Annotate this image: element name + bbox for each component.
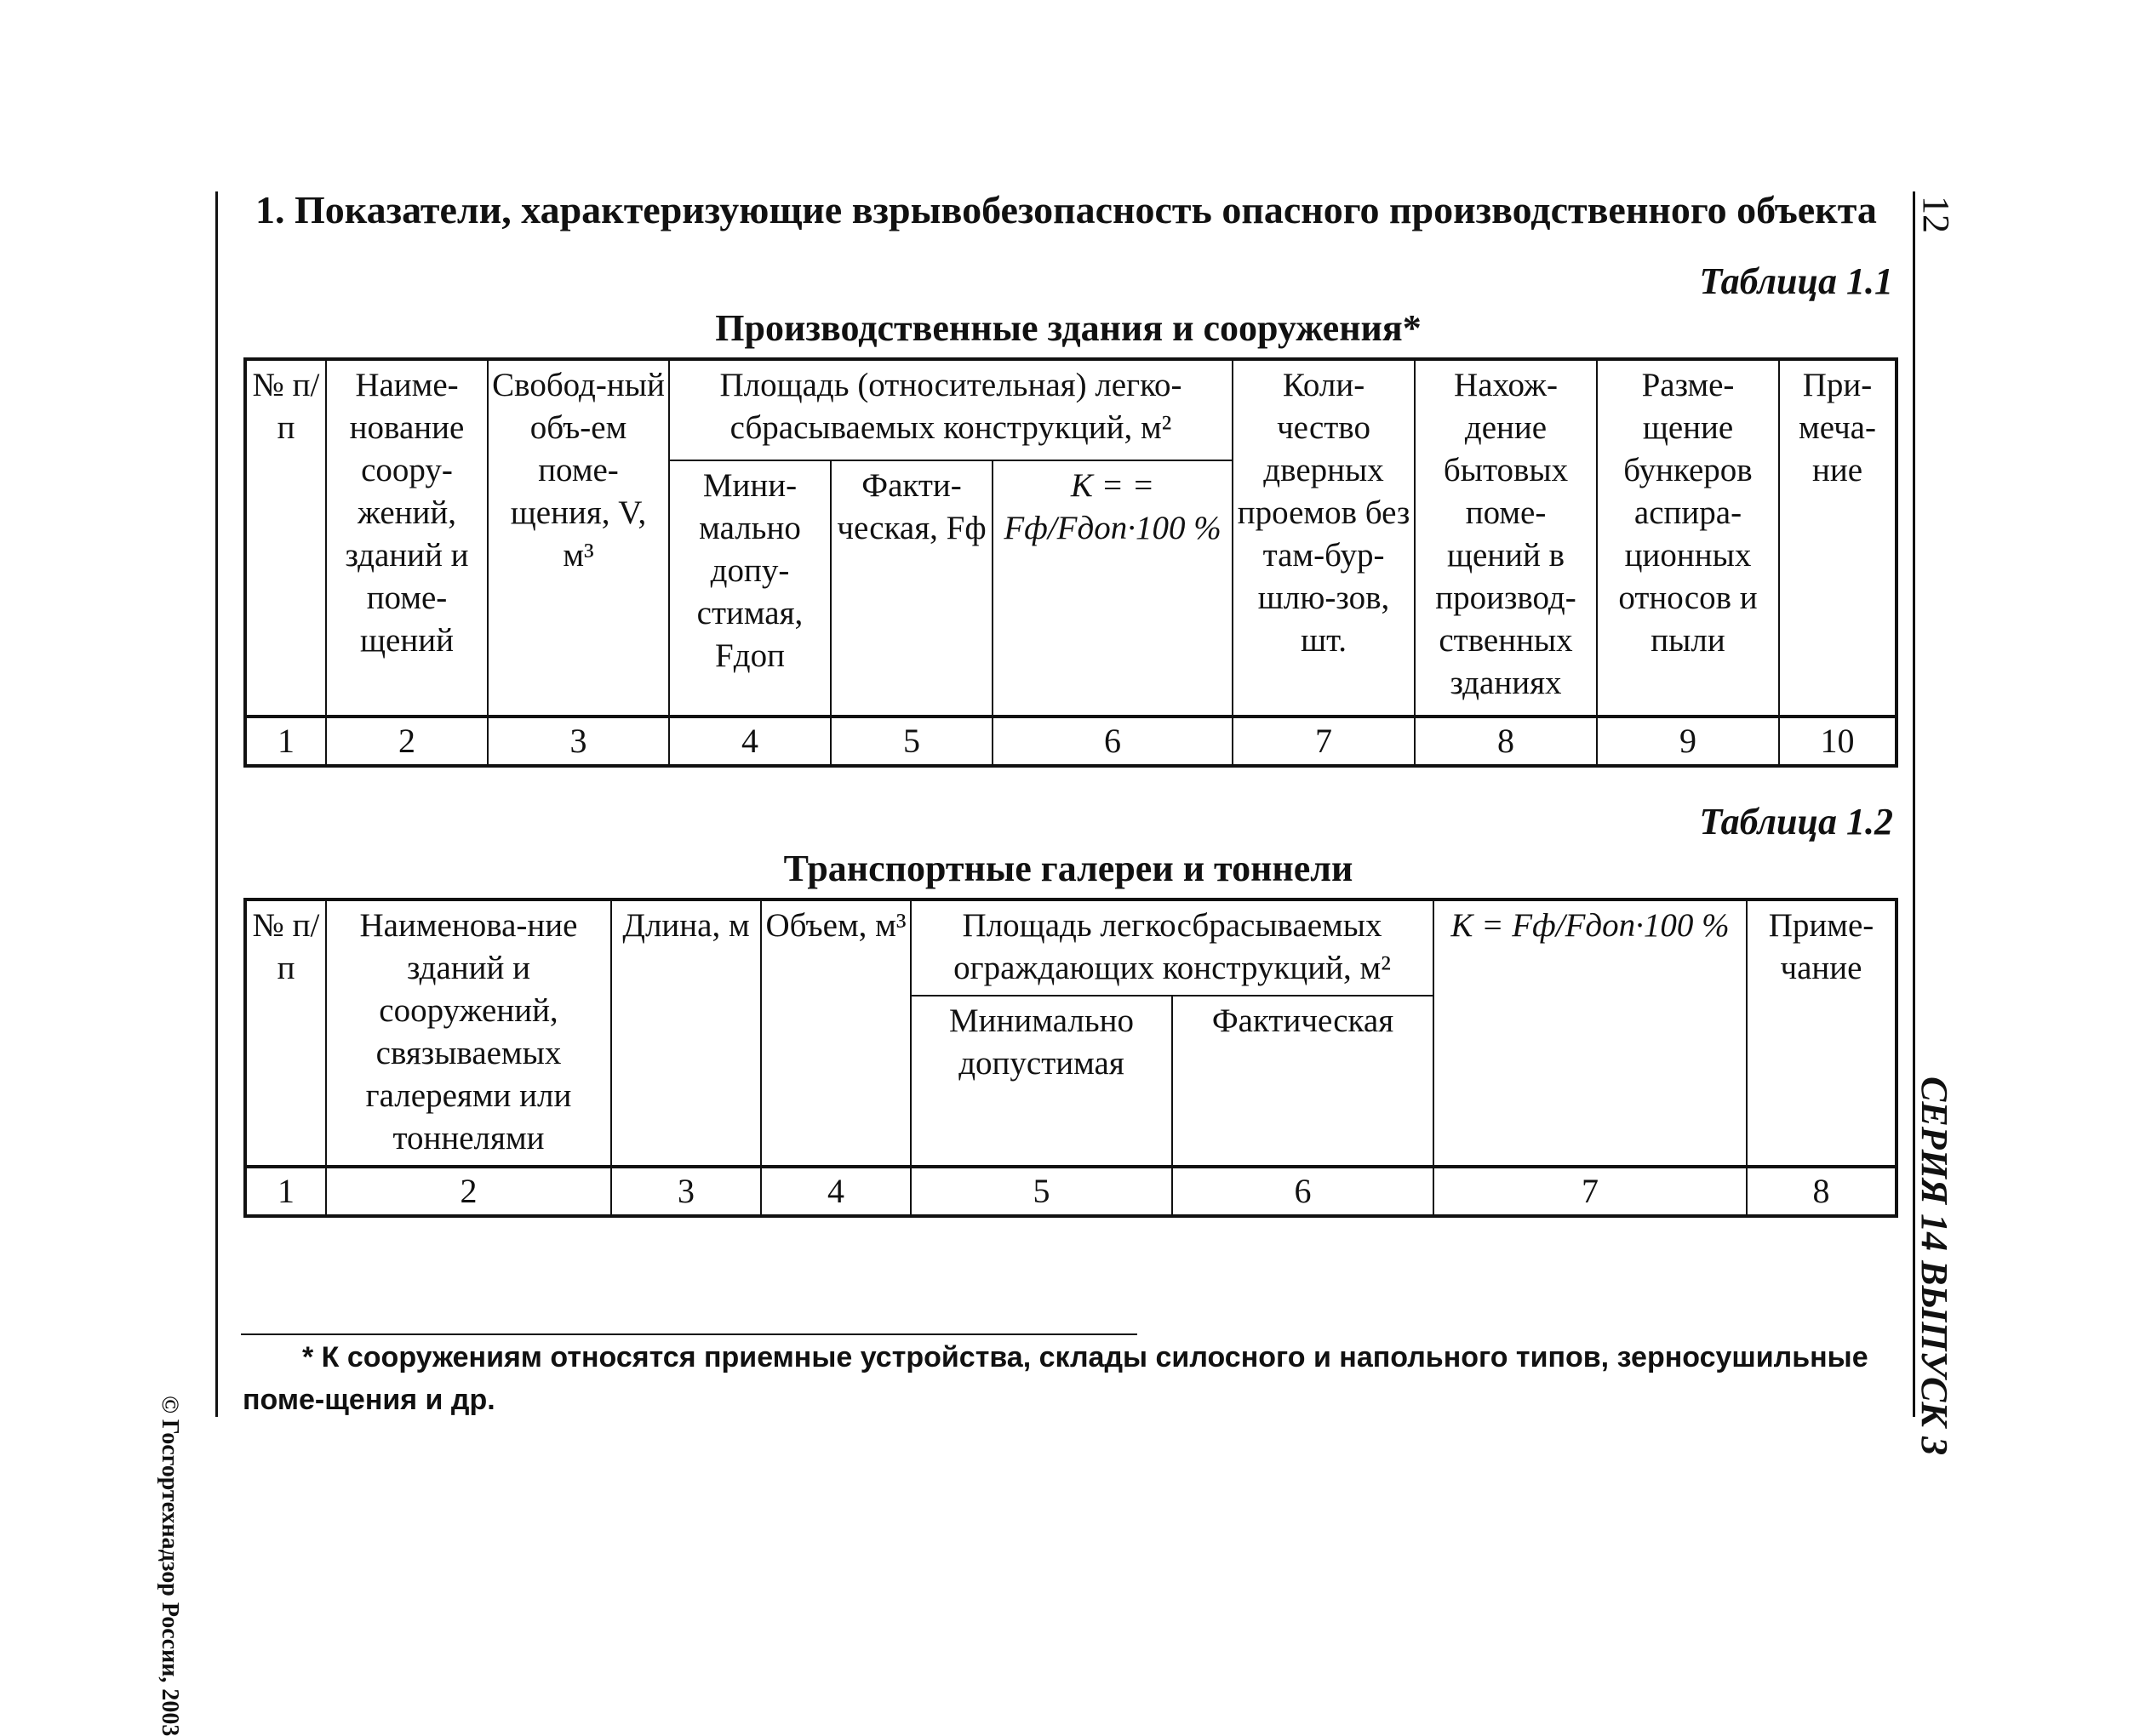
t1-header-actual: Факти-ческая, Fф (831, 460, 993, 717)
t1-header-household-rooms: Нахож-дение бытовых поме-щений в производ-ственных зданиях (1415, 359, 1597, 717)
footnote-divider (241, 1333, 1137, 1335)
table-1-2 (243, 898, 1898, 1218)
section-heading: 1. Показатели, характеризующие взрывобезопасность опасного производственного объекта (255, 188, 1877, 231)
table2-column-number: 1 (245, 1167, 326, 1216)
table1-column-number: 1 (245, 717, 326, 766)
table1-column-number: 4 (669, 717, 831, 766)
table2-column-number: 8 (1747, 1167, 1897, 1216)
t1-header-free-volume: Свобод-ный объ-ем поме-щения, V, м³ (488, 359, 669, 717)
table2-column-number: 2 (326, 1167, 611, 1216)
t2-header-k-ratio: K = Fф/Fдоп·100 % (1433, 899, 1747, 1167)
copyright-notice: © Госгортехнадзор России, 2003 (157, 1396, 183, 1736)
t2-header-area-group: Площадь легкосбрасываемых ограждающих конструкций, м² (911, 899, 1433, 996)
series-label: СЕРИЯ 14 ВЫПУСК 3 (1914, 1076, 1955, 1456)
table2-label: Таблица 1.2 (1699, 801, 1893, 842)
t1-header-door-count: Коли-чество дверных проемов без там-бур-шлю-зов, шт. (1233, 359, 1415, 717)
table2-column-number: 3 (611, 1167, 761, 1216)
t2-header-note: Приме-чание (1747, 899, 1897, 1167)
table2-column-number: 5 (911, 1167, 1172, 1216)
t2-header-actual: Фактическая (1172, 996, 1433, 1167)
t1-header-min-allowed: Мини-мально допу-стимая, Fдоп (669, 460, 831, 717)
t2-header-name: Наименова-ние зданий и сооружений, связываемых галереями или тоннелями (326, 899, 611, 1167)
table1-column-number: 6 (993, 717, 1233, 766)
table1-column-number: 2 (326, 717, 488, 766)
table2-column-number: 7 (1433, 1167, 1747, 1216)
table2-column-number: 6 (1172, 1167, 1433, 1216)
table1-label: Таблица 1.1 (1699, 260, 1893, 302)
table1-column-number: 3 (488, 717, 669, 766)
t1-header-bunkers: Разме-щение бункеров аспира-ционных относов и пыли (1597, 359, 1779, 717)
table1-column-number: 5 (831, 717, 993, 766)
table2-caption: Транспортные галереи и тоннели (783, 848, 1353, 889)
table1-column-number: 10 (1779, 717, 1897, 766)
t2-header-number: № п/п (245, 899, 326, 1167)
page-number: 12 (1915, 196, 1957, 233)
t2-header-min-allowed: Минимально допустимая (911, 996, 1172, 1167)
left-margin-rule (215, 191, 218, 1417)
table1-column-number: 9 (1597, 717, 1779, 766)
t1-header-note: При-меча-ние (1779, 359, 1897, 717)
t1-header-area-group: Площадь (относительная) легко-сбрасываемых конструкций, м² (669, 359, 1233, 460)
t1-header-k-ratio: K = = Fф/Fдоп·100 % (993, 460, 1233, 717)
t2-header-volume: Объем, м³ (761, 899, 911, 1167)
table1-column-number: 7 (1233, 717, 1415, 766)
t2-header-length: Длина, м (611, 899, 761, 1167)
table-1-1 (243, 357, 1898, 768)
table1-caption: Производственные здания и сооружения* (715, 307, 1422, 349)
footnote: * К сооружениям относятся приемные устройства, склады силосного и напольного типов, зерносушильные поме-щения и др. (243, 1341, 1868, 1416)
table1-column-number: 8 (1415, 717, 1597, 766)
table2-column-number: 4 (761, 1167, 911, 1216)
t1-header-name: Наиме-нование соору-жений, зданий и поме-щений (326, 359, 488, 717)
t1-header-number: № п/п (245, 359, 326, 717)
